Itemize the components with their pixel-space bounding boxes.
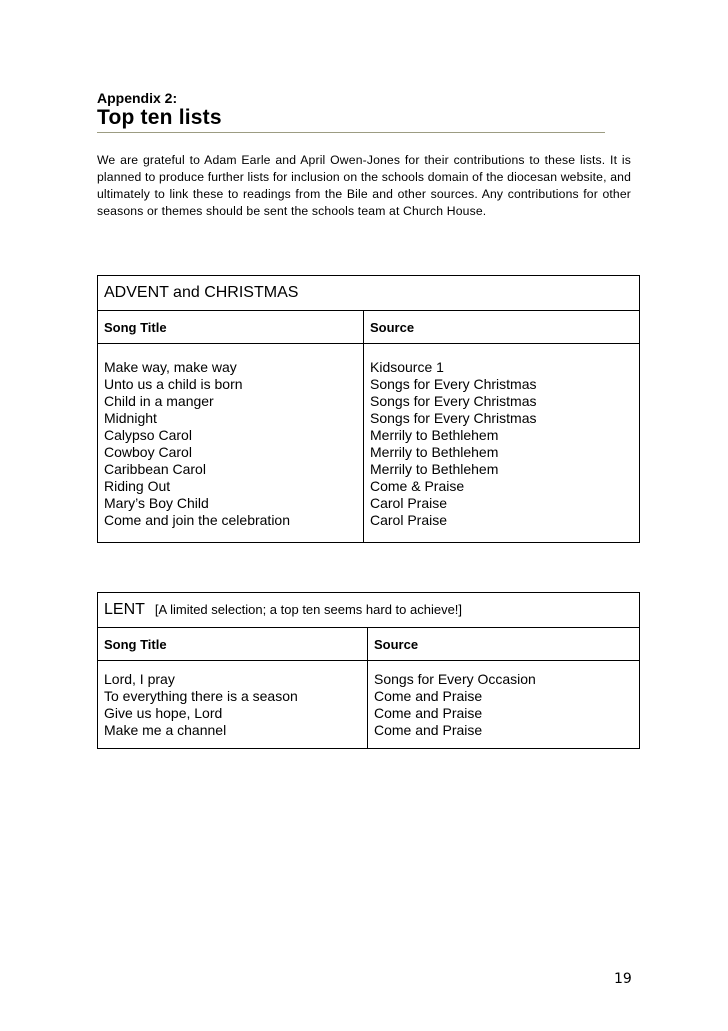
lent-song-source: Come and Praise bbox=[374, 705, 483, 721]
advent-song-title: Cowboy Carol bbox=[104, 444, 192, 460]
advent-song-source: Songs for Every Christmas bbox=[370, 376, 537, 392]
advent-song-title: Unto us a child is born bbox=[104, 376, 243, 392]
lent-heading: LENT bbox=[104, 601, 145, 618]
lent-song-title: Lord, I pray bbox=[104, 671, 175, 687]
advent-song-title: Caribbean Carol bbox=[104, 461, 206, 477]
advent-song-source: Carol Praise bbox=[370, 495, 448, 511]
advent-col-song: Song Title bbox=[98, 311, 364, 344]
advent-song-source: Merrily to Bethlehem bbox=[370, 461, 499, 477]
advent-song-source: Songs for Every Christmas bbox=[370, 410, 537, 426]
advent-table bbox=[97, 275, 640, 543]
advent-sources bbox=[364, 344, 640, 543]
advent-song-source: Come & Praise bbox=[370, 478, 465, 494]
lent-heading-cell bbox=[98, 593, 640, 628]
advent-song-title: Riding Out bbox=[104, 478, 171, 494]
advent-song-source: Carol Praise bbox=[370, 512, 448, 528]
advent-song-title: Calypso Carol bbox=[104, 427, 192, 443]
advent-song-title: Make way, make way bbox=[104, 359, 237, 375]
advent-heading: ADVENT and CHRISTMAS bbox=[98, 276, 640, 311]
advent-song-source: Merrily to Bethlehem bbox=[370, 444, 499, 460]
advent-col-source: Source bbox=[364, 311, 640, 344]
lent-song-source: Songs for Every Occasion bbox=[374, 671, 536, 687]
lent-sources bbox=[368, 661, 640, 749]
advent-song-title: Child in a manger bbox=[104, 393, 214, 409]
lent-song-title: Give us hope, Lord bbox=[104, 705, 223, 721]
advent-song-source: Merrily to Bethlehem bbox=[370, 427, 499, 443]
title-divider bbox=[97, 132, 605, 133]
advent-song-source: Kidsource 1 bbox=[370, 359, 444, 375]
lent-song-title: Make me a channel bbox=[104, 722, 227, 738]
lent-col-source: Source bbox=[368, 628, 640, 661]
lent-song-title: To everything there is a season bbox=[104, 688, 298, 704]
advent-titles bbox=[98, 344, 364, 543]
intro-paragraph: We are grateful to Adam Earle and April Owen-Jones for their contributions to these lists. It is planned to produce further lists for inclusion on the schools domain of the diocesan website, and ultimately to link these to readings from the Bile and other sources. Any contributions for other seasons or themes should be sent the schools team at Church House. bbox=[97, 153, 631, 218]
advent-song-title: Midnight bbox=[104, 410, 157, 426]
page-number: 19 bbox=[614, 971, 632, 987]
page-title: Top ten lists bbox=[97, 106, 222, 129]
lent-table bbox=[97, 592, 640, 749]
lent-song-source: Come and Praise bbox=[374, 722, 483, 738]
lent-titles bbox=[98, 661, 368, 749]
appendix-label: Appendix 2: bbox=[97, 90, 178, 106]
lent-note: [A limited selection; a top ten seems hard to achieve!] bbox=[154, 602, 463, 617]
advent-song-title: Come and join the celebration bbox=[104, 512, 291, 528]
lent-song-source: Come and Praise bbox=[374, 688, 483, 704]
advent-song-source: Songs for Every Christmas bbox=[370, 393, 537, 409]
lent-col-song: Song Title bbox=[98, 628, 368, 661]
advent-song-title: Mary’s Boy Child bbox=[104, 495, 209, 511]
